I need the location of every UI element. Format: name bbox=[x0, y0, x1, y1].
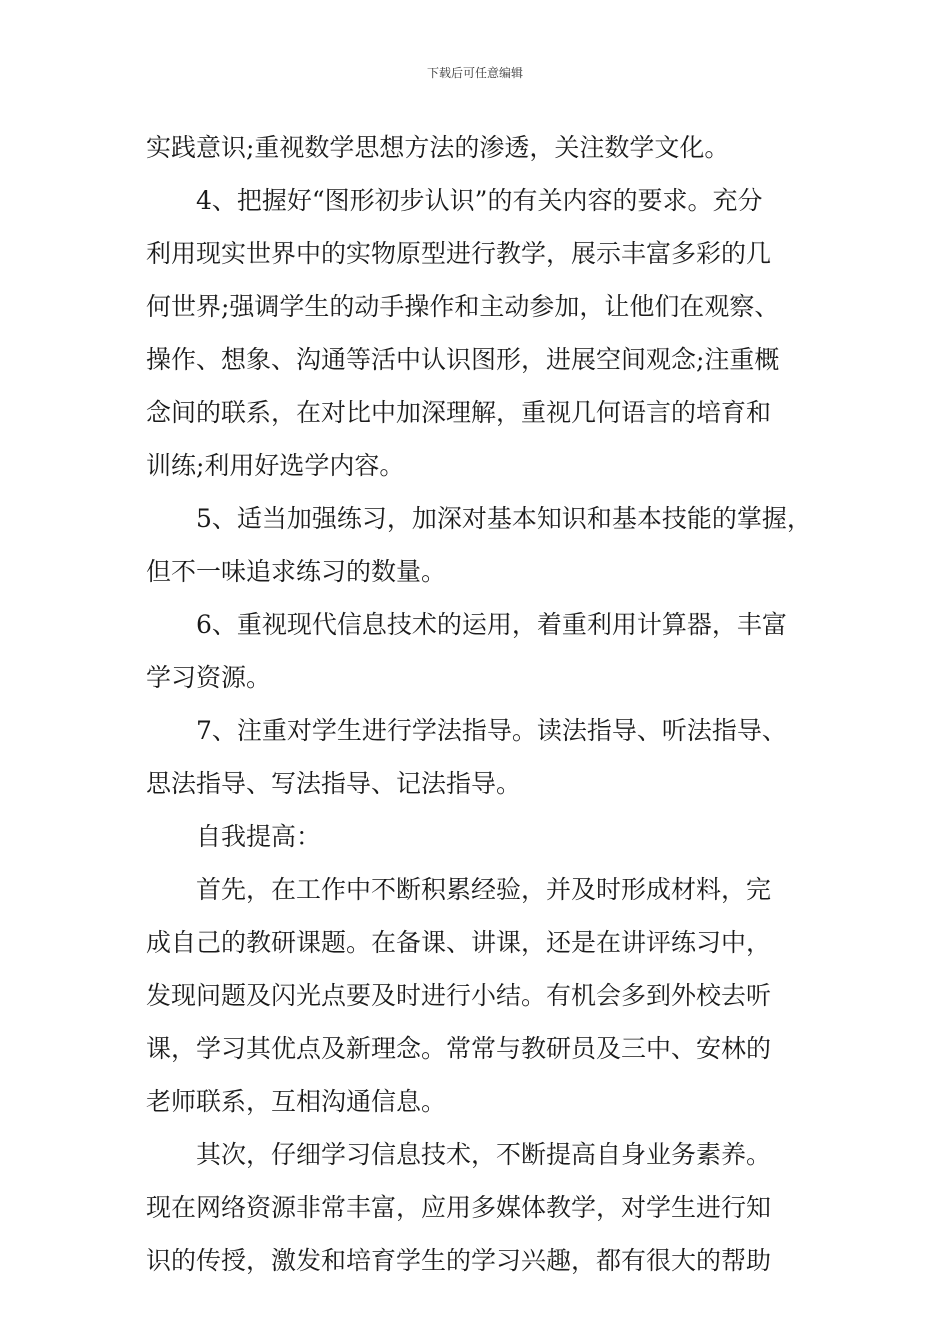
text-line: 实践意识;重视数学思想方法的渗透，关注数学文化。 bbox=[146, 133, 730, 162]
text-line: 6、重视现代信息技术的运用，着重利用计算器，丰富 bbox=[196, 610, 787, 639]
text-line: 念间的联系，在对比中加深理解，重视几何语言的培育和 bbox=[146, 398, 772, 427]
text-line: 训练;利用好选学内容。 bbox=[146, 451, 405, 480]
text-line: 利用现实世界中的实物原型进行教学，展示丰富多彩的几 bbox=[146, 239, 772, 268]
text-line: 课，学习其优点及新理念。常常与教研员及三中、安林的 bbox=[146, 1034, 772, 1063]
text-line: 思法指导、写法指导、记法指导。 bbox=[146, 769, 522, 798]
text-line: 5、适当加强练习，加深对基本知识和基本技能的掌握， bbox=[196, 504, 812, 533]
page-header: 下载后可任意编辑 bbox=[426, 66, 523, 80]
body-text bbox=[146, 121, 826, 1287]
text-line: 发现问题及闪光点要及时进行小结。有机会多到外校去听 bbox=[146, 981, 772, 1010]
text-line: 学习资源。 bbox=[146, 663, 272, 692]
text-line: 其次，仔细学习信息技术，不断提高自身业务素养。 bbox=[196, 1140, 772, 1169]
text-line: 识的传授，激发和培育学生的学习兴趣，都有很大的帮助 bbox=[146, 1246, 772, 1275]
text-line: 7、注重对学生进行学法指导。读法指导、听法指导、 bbox=[196, 716, 787, 745]
text-line: 首先，在工作中不断积累经验，并及时形成材料，完 bbox=[196, 875, 772, 904]
text-line: 自我提高： bbox=[196, 822, 322, 851]
text-line: 何世界;强调学生的动手操作和主动参加，让他们在观察、 bbox=[146, 292, 780, 321]
text-line: 但不一味追求练习的数量。 bbox=[146, 557, 447, 586]
text-line: 老师联系，互相沟通信息。 bbox=[146, 1087, 447, 1116]
text-line: 现在网络资源非常丰富，应用多媒体教学，对学生进行知 bbox=[146, 1193, 772, 1222]
text-line: 4、把握好“图形初步认识”的有关内容的要求。充分 bbox=[196, 186, 763, 215]
text-line: 操作、想象、沟通等活中认识图形，进展空间观念;注重概 bbox=[146, 345, 780, 374]
text-line: 成自己的教研课题。在备课、讲课，还是在讲评练习中， bbox=[146, 928, 772, 957]
